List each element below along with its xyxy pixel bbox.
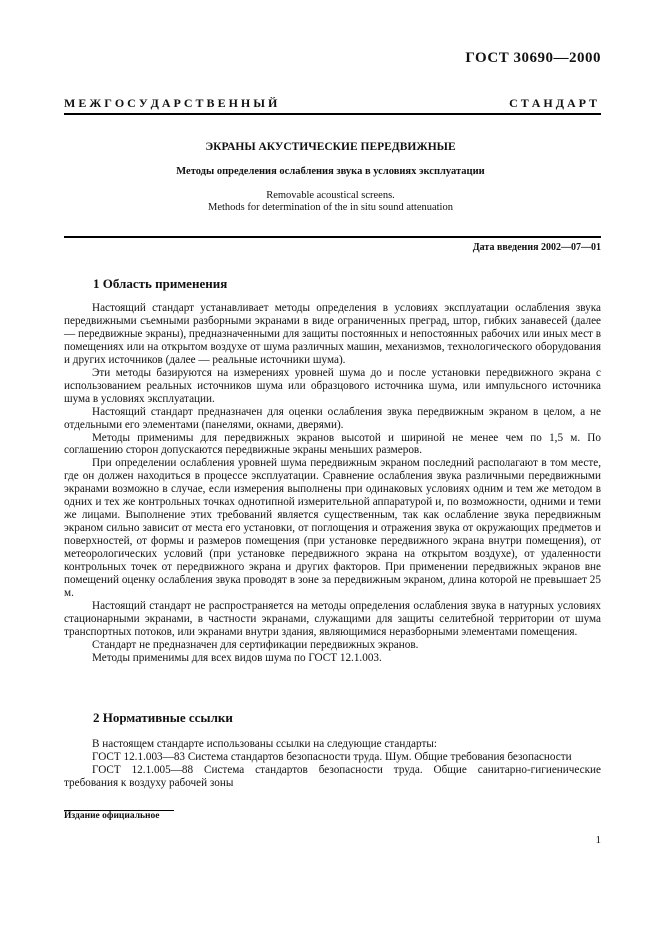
document-subtitle: Методы определения ослабления звука в условиях эксплуатации	[176, 166, 485, 177]
banner-word-standard: С Т А Н Д А Р Т	[509, 96, 597, 110]
paragraph: В настоящем стандарте использованы ссылки на следующие стандарты:	[92, 738, 437, 750]
interstate-standard-banner	[64, 96, 597, 111]
paragraph: Методы применимы для передвижных экранов высотой и шириной не менее чем по 1,5 м. По соглашению сторон допускаются передвижные экраны меньших размеров.	[64, 431, 601, 457]
section-1-heading: 1 Область применения	[93, 276, 228, 291]
paragraph: Эти методы базируются на измерениях уровней шума до и после установки передвижного экрана с использованием реальных источников шума или образцового источника шума, или импульсного источника шума в условиях эксплуатации.	[64, 366, 601, 405]
edition-label: Издание официальное	[64, 811, 160, 821]
reference-item: ГОСТ 12.1.005—88 Система стандартов безопасности труда. Общие санитарно-гигиенические требования к воздуху рабочей зоны	[64, 763, 601, 789]
paragraph: При определении ослабления уровней шума передвижным экраном последний располагают в том месте, где он должен находиться в процессе эксплуатации. Сравнение ослабления звука различными передвижными экранами возможно в случае, если измерения выполнены при одинаковых условиях одним и тем же методом в одних и тех же контрольных точках однотипной измерительной аппаратурой и, по возможности, одними и теми же лицами. Выполнение этих требований является существенным, так как ослабление звука передвижным экраном сильно зависит от места его установки, от поглощения и отражения звука от окружающих предметов и поверхностей, от формы и размеров помещения (при установке передвижного экрана внутри помещения), от метеорологических условий (при установке передвижного экрана на открытом воздухе), от удаленности контрольных точек от передвижного экрана и других факторов. При применении передвижных экранов вне помещений оценку ослабления звука проводят в зоне за передвижным экраном, длина которой не превышает 25 м.	[64, 457, 601, 599]
english-title	[0, 190, 661, 214]
banner-word-interstate: М Е Ж Г О С У Д А Р С Т В Е Н Н Ы Й	[64, 96, 278, 110]
reference-item: ГОСТ 12.1.003—83 Система стандартов безопасности труда. Шум. Общие требования безопасности	[92, 750, 572, 763]
english-title-line-1: Removable acoustical screens.	[266, 190, 395, 201]
section-2-heading: 2 Нормативные ссылки	[93, 710, 233, 725]
section-1-body	[64, 302, 601, 665]
section-2-body	[64, 738, 601, 790]
document-number: ГОСТ 30690—2000	[465, 50, 601, 66]
top-divider	[64, 113, 601, 115]
paragraph: Настоящий стандарт устанавливает методы определения в условиях эксплуатации ослабления звука передвижными съемными разборными экранами в виде ограниченных преград, штор, гибких занавесей (далее — передвижные экраны), предназначенными для защиты постоянных и непостоянных рабочих или иных мест в помещениях или на открытом воздухе от шума различных машин, механизмов, технологического оборудования и других источников (далее — реальные источники шума).	[64, 302, 601, 366]
paragraph: Методы применимы для всех видов шума по ГОСТ 12.1.003.	[92, 651, 382, 664]
paragraph: Настоящий стандарт предназначен для оценки ослабления звука передвижным экраном в целом, а не отдельными его элементами (панелями, окнами, дверями).	[64, 405, 601, 431]
paragraph: Настоящий стандарт не распространяется на методы определения ослабления звука в натурных условиях стационарными экранами, в частности экранами, служащими для защиты селитебной территории от шума транспортных потоков, или экранами внутри здания, являющимися неразборными элементами помещения.	[64, 599, 601, 638]
introduction-date: Дата введения 2002—07—01	[472, 242, 601, 253]
paragraph: Стандарт не предназначен для сертификации передвижных экранов.	[92, 638, 419, 651]
page-number: 1	[595, 834, 601, 846]
document-title: ЭКРАНЫ АКУСТИЧЕСКИЕ ПЕРЕДВИЖНЫЕ	[205, 141, 456, 153]
title-divider	[64, 236, 601, 238]
english-title-line-2: Methods for determination of the in situ sound attenuation	[208, 202, 453, 213]
